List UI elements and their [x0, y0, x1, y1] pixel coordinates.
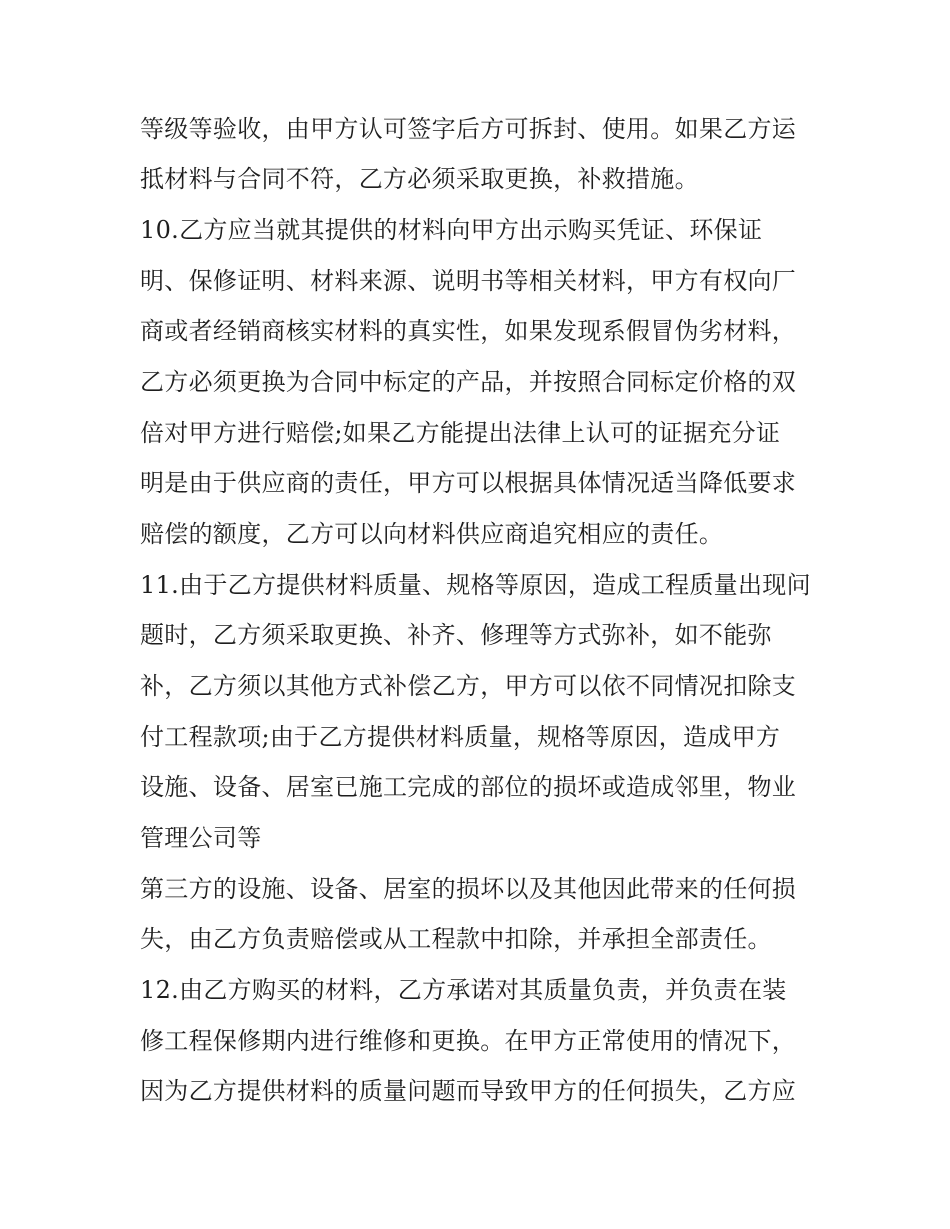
text-line: 修工程保修期内进行维修和更换。在甲方正常使用的情况下， — [140, 1027, 797, 1055]
text-line: 明是由于供应商的责任，甲方可以根据具体情况适当降低要求 — [140, 469, 797, 497]
text-line: 管理公司等 — [140, 824, 262, 852]
text-line: 乙方必须更换为合同中标定的产品，并按照合同标定价格的双 — [140, 368, 797, 396]
text-line: 题时，乙方须采取更换、补齐、修理等方式弥补，如不能弥 — [140, 621, 772, 649]
text-line: 倍对甲方进行赔偿;如果乙方能提出法律上认可的证据充分证 — [140, 419, 781, 447]
text-line: 10.乙方应当就其提供的材料向甲方出示购买凭证、环保证 — [140, 216, 763, 244]
text-line: 11.由于乙方提供材料质量、规格等原因，造成工程质量出现问 — [140, 571, 811, 599]
text-line: 商或者经销商核实材料的真实性，如果发现系假冒伪劣材料， — [140, 317, 797, 345]
text-line: 设施、设备、居室已施工完成的部位的损坏或造成邻里，物业 — [140, 773, 797, 801]
text-line: 12.由乙方购买的材料，乙方承诺对其质量负责，并负责在装 — [140, 976, 787, 1004]
text-line: 明、保修证明、材料来源、说明书等相关材料，甲方有权向厂 — [140, 267, 797, 295]
text-line: 等级等验收，由甲方认可签字后方可拆封、使用。如果乙方运 — [140, 115, 797, 143]
text-line: 付工程款项;由于乙方提供材料质量，规格等原因，造成甲方 — [140, 723, 781, 751]
text-line: 第三方的设施、设备、居室的损坏以及其他因此带来的任何损 — [140, 875, 797, 903]
text-line: 因为乙方提供材料的质量问题而导致甲方的任何损失，乙方应 — [140, 1077, 797, 1105]
text-line: 赔偿的额度，乙方可以向材料供应商追究相应的责任。 — [140, 520, 724, 548]
text-line: 失，由乙方负责赔偿或从工程款中扣除，并承担全部责任。 — [140, 925, 772, 953]
text-line: 抵材料与合同不符，乙方必须采取更换，补救措施。 — [140, 165, 699, 193]
text-line: 补，乙方须以其他方式补偿乙方，甲方可以依不同情况扣除支 — [140, 672, 797, 700]
